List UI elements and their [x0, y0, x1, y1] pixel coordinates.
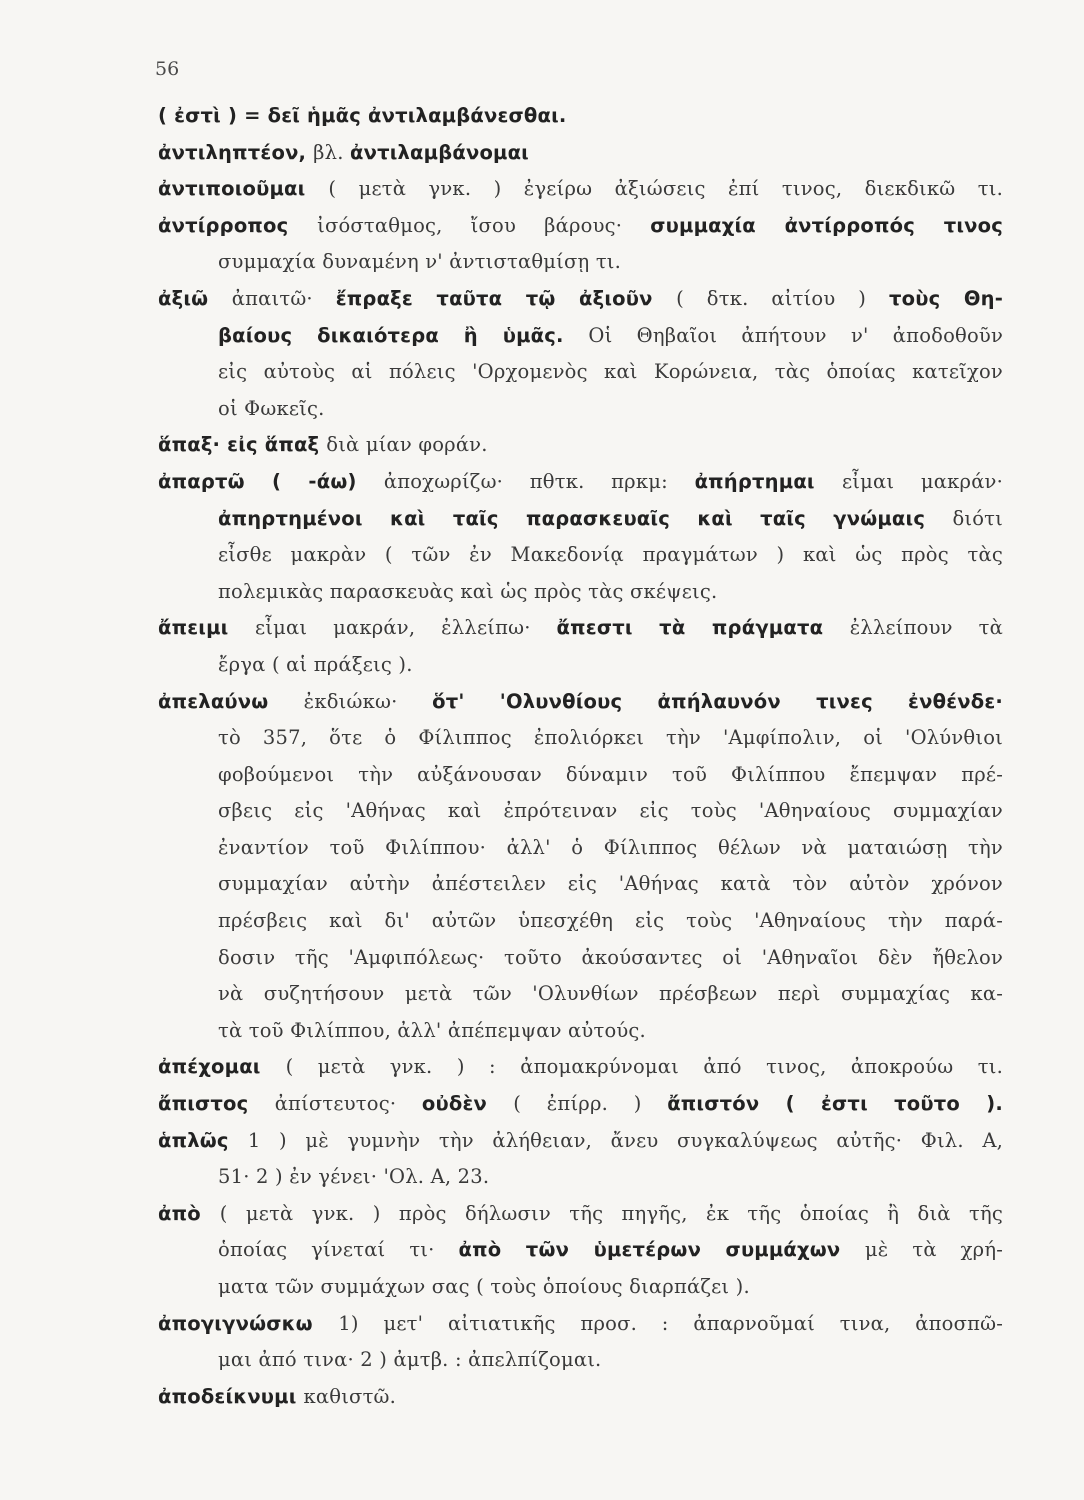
text-line: [158, 610, 1003, 647]
definition-text: εἶμαι μακράν·: [841, 469, 1004, 493]
text-line: [158, 135, 1003, 172]
text-line: [158, 537, 1003, 574]
text-line: [158, 427, 1003, 464]
text-line: [158, 98, 1003, 135]
headword: οὐδὲν: [421, 1092, 514, 1116]
definition-text: 51· 2 ) ἐν γένει· 'Ολ. Α, 23.: [218, 1165, 490, 1189]
definition-text: 1 ) μὲ γυμνὴν τὴν ἀλήθειαν, ἄνευ συγκαλύψεως αὐτῆς· Φιλ. Α,: [247, 1128, 1003, 1152]
headword: συμμαχία ἀντίρροπός τινος: [650, 213, 1003, 237]
headword: ἀπαρτῶ ( -άω): [158, 469, 384, 493]
definition-text: φοβούμενοι τὴν αὐξάνουσαν δύναμιν τοῦ Φιλίππου ἔπεμψαν πρέ-: [218, 762, 1003, 786]
text-line: [158, 1269, 1003, 1306]
definition-text: πρέσβεις καὶ δι' αὐτῶν ὑπεσχέθη εἰς τοὺς 'Αθηναίους τὴν παρά-: [218, 909, 1003, 933]
headword: τοὺς Θη-: [889, 286, 1004, 310]
definition-text: τὸ 357, ὅτε ὁ Φίλιππος ἐπολιόρκει τὴν 'Αμφίπολιν, οἱ 'Ολύνθιοι: [218, 726, 1003, 750]
definition-text: ἀποχωρίζω· πθτκ. πρκμ:: [383, 469, 695, 493]
definition-text: ματα τῶν συμμάχων σας ( τοὺς ὁποίους διαρπάζει ).: [218, 1275, 750, 1298]
definition-text: Οἱ Θηβαῖοι ἀπήτουν ν' ἀποδοθοῦν: [588, 323, 1003, 347]
headword: ἄπειμι: [158, 616, 255, 640]
text-line: [158, 757, 1003, 794]
headword: ἀπὸ: [158, 1201, 220, 1225]
headword: ἄπιστος: [158, 1092, 275, 1116]
text-line: [158, 464, 1003, 501]
text-line: [158, 1306, 1003, 1343]
definition-text: ( δτκ. αἰτίου ): [676, 286, 890, 310]
headword: ἀπογιγνώσκω: [158, 1311, 339, 1335]
text-line: [158, 501, 1003, 538]
definition-text: διὰ μίαν φοράν.: [326, 433, 488, 457]
definition-text: οἱ Φωκεῖς.: [218, 396, 325, 420]
headword: βαίους δικαιότερα ἢ ὑμᾶς.: [218, 323, 589, 347]
text-line: [158, 171, 1003, 208]
definition-text: μὲ τὰ χρή-: [864, 1238, 1003, 1262]
definition-text: ἔργα ( αἱ πράξεις ).: [218, 652, 413, 676]
text-line: [158, 1013, 1003, 1050]
definition-text: εἶσθε μακρὰν ( τῶν ἐν Μακεδονίᾳ πραγμάτων ) καὶ ὡς πρὸς τὰς: [218, 543, 1003, 567]
headword: ἀπηρτημένοι καὶ ταῖς παρασκευαῖς καὶ ταῖς γνώμαις: [218, 506, 953, 530]
text-line: [158, 903, 1003, 940]
definition-text: ( μετὰ γνκ. ) : ἀπομακρύνομαι ἀπό τινος, ἀποκρούω τι.: [285, 1055, 1003, 1079]
definition-text: ἐκδιώκω·: [303, 689, 433, 713]
headword: ἀπὸ τῶν ὑμετέρων συμμάχων: [458, 1238, 865, 1262]
text-line: [158, 1159, 1003, 1196]
text-line: [158, 574, 1003, 611]
text-line: [158, 720, 1003, 757]
definition-text: ἐναντίον τοῦ Φιλίππου· ἀλλ' ὁ Φίλιππος θέλων νὰ ματαιώσῃ τὴν: [218, 835, 1003, 859]
headword: ἀπέχομαι: [158, 1055, 286, 1079]
headword: ἄπιστόν ( ἐστι τοῦτο ).: [667, 1092, 1003, 1116]
headword: ὅτ' 'Ολυνθίους ἀπήλαυνόν τινες ἐνθένδε·: [432, 689, 1003, 713]
text-line: [158, 684, 1003, 721]
text-line: [158, 1232, 1003, 1269]
definition-text: ἐλλείπουν τὰ: [849, 616, 1003, 640]
headword: ἄπεστι τὰ πράγματα: [556, 616, 850, 640]
headword: ἀπήρτημαι: [694, 469, 842, 493]
headword: ἀποδείκνυμι: [158, 1384, 304, 1408]
headword: ἀντίρροπος: [158, 213, 318, 237]
text-line: [158, 208, 1003, 245]
headword: ἀντιληπτέον,: [158, 140, 314, 164]
page-number: 56: [155, 58, 180, 80]
definition-text: συμμαχία δυναμένη ν' ἀντισταθμίσῃ τι.: [218, 250, 622, 274]
headword: ἁπλῶς: [158, 1128, 248, 1152]
definition-text: πολεμικὰς παρασκευὰς καὶ ὡς πρὸς τὰς σκέψεις.: [218, 579, 718, 603]
text-line: [158, 281, 1003, 318]
definition-text: μαι ἀπό τινα· 2 ) ἀμτβ. : ἀπελπίζομαι.: [218, 1348, 602, 1372]
definition-text: σβεις εἰς 'Αθήνας καὶ ἐπρότειναν εἰς τοὺς 'Αθηναίους συμμαχίαν: [218, 799, 1003, 823]
text-line: [158, 1123, 1003, 1160]
text-line: [158, 354, 1003, 391]
definition-text: συμμαχίαν αὐτὴν ἀπέστειλεν εἰς 'Αθήνας κατὰ τὸν αὐτὸν χρόνον: [218, 872, 1003, 896]
text-line: [158, 830, 1003, 867]
text-line: [158, 391, 1003, 428]
definition-text: τὰ τοῦ Φιλίππου, ἀλλ' ἀπέπεμψαν αὐτούς.: [218, 1018, 646, 1042]
text-line: [158, 318, 1003, 355]
text-line: [158, 1379, 1003, 1416]
headword: ἀντιποιοῦμαι: [158, 177, 329, 201]
definition-text: ἀπίστευτος·: [274, 1092, 422, 1116]
definition-text: ( μετὰ γνκ. ) ἐγείρω ἀξιώσεις ἐπί τινος, διεκδικῶ τι.: [328, 177, 1003, 201]
text-line: [158, 1196, 1003, 1233]
text-line: [158, 866, 1003, 903]
definition-text: εἶμαι μακράν, ἐλλείπω·: [254, 616, 557, 640]
definition-text: εἰς αὐτοὺς αἱ πόλεις 'Ορχομενὸς καὶ Κορώνεια, τὰς ὁποίας κατεῖχον: [218, 360, 1003, 384]
headword: ἅπαξ· εἰς ἅπαξ: [158, 433, 327, 457]
definition-text: νὰ συζητήσουν μετὰ τῶν 'Ολυνθίων πρέσβεων περὶ συμμαχίας κα-: [218, 982, 1003, 1006]
definition-text: διότι: [952, 506, 1003, 530]
definition-text: καθιστῶ.: [303, 1384, 397, 1408]
definition-text: ( μετὰ γνκ. ) πρὸς δήλωσιν τῆς πηγῆς, ἐκ τῆς ὁποίας ἢ διὰ τῆς: [219, 1201, 1004, 1225]
definition-text: ( ἐπίρρ. ): [513, 1092, 668, 1116]
text-line: [158, 793, 1003, 830]
headword: ἔπραξε ταῦτα τῷ ἀξιοῦν: [335, 286, 677, 310]
text-line: [158, 940, 1003, 977]
definition-text: δοσιν τῆς 'Αμφιπόλεως· τοῦτο ἀκούσαντες οἱ 'Αθηναῖοι δὲν ἤθελον: [218, 945, 1003, 969]
headword: ἀντιλαμβάνομαι: [350, 140, 529, 164]
text-line: [158, 976, 1003, 1013]
text-line: [158, 1049, 1003, 1086]
text-line: [158, 1342, 1003, 1379]
headword: ( ἐστὶ ) = δεῖ ἡμᾶς ἀντιλαμβάνεσθαι.: [158, 104, 567, 127]
definition-text: ἰσόσταθμος, ἴσου βάρους·: [317, 213, 651, 237]
dictionary-entries: [158, 98, 1003, 1415]
definition-text: βλ.: [313, 140, 350, 164]
definition-text: ἀπαιτῶ·: [231, 286, 336, 310]
text-line: [158, 1086, 1003, 1123]
text-line: [158, 244, 1003, 281]
definition-text: 1) μετ' αἰτιατικῆς προσ. : ἀπαρνοῦμαί τινα, ἀποσπῶ-: [338, 1311, 1003, 1335]
headword: ἀπελαύνω: [158, 689, 304, 713]
definition-text: ὁποίας γίνεταί τι·: [218, 1238, 459, 1262]
headword: ἀξιῶ: [158, 286, 232, 310]
text-line: [158, 647, 1003, 684]
